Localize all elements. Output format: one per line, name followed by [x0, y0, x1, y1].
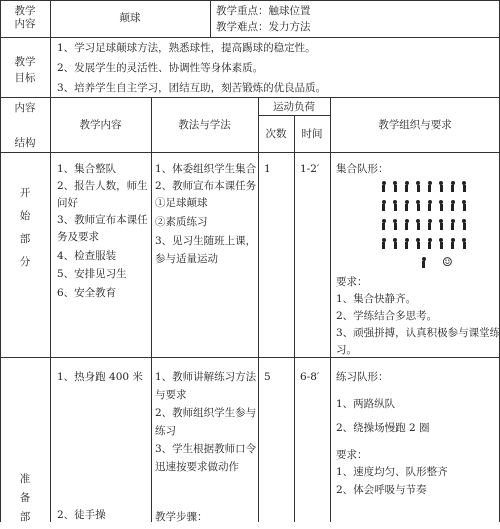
- col-line-header: [210, 0, 211, 37]
- student-icon: [461, 200, 468, 211]
- start-content-2: 2、报告人数，师生: [57, 180, 148, 192]
- prep-method-3: 2、教师组织学生参与: [155, 407, 257, 419]
- goals-label-line-1: 教学: [14, 56, 36, 68]
- section-prep-char-3: 部: [19, 511, 31, 523]
- prep-method-5: 3、学生根据教师口令: [155, 443, 257, 455]
- student-icon: [449, 219, 456, 230]
- prep-method-4: 练习: [155, 425, 176, 437]
- start-method-4: ②素质练习: [155, 216, 208, 228]
- goal-item-2: 2、发展学生的灵活性、协调性等身体素质。: [57, 62, 264, 74]
- start-requirement-3: 3、顽强拼搏，认真积极参与课堂练: [336, 327, 500, 339]
- student-icon: [415, 181, 422, 192]
- student-icon: [438, 181, 445, 192]
- col-line-2: [151, 97, 152, 522]
- start-method-5: 3、见习生随班上课，: [155, 235, 257, 247]
- goals-label: [0, 54, 50, 86]
- goals-label-line-2: 目标: [14, 72, 36, 84]
- student-icon: [415, 219, 422, 230]
- section-start-char-2: 始: [19, 210, 31, 222]
- start-method-6: 参与适量运动: [155, 253, 218, 265]
- student-icon: [392, 181, 399, 192]
- row-line-2: [0, 97, 500, 98]
- student-icon: [392, 219, 399, 230]
- student-icon: [415, 238, 422, 249]
- start-requirement-2: 2、学练结合多思考。: [336, 310, 438, 322]
- student-icon: [403, 238, 410, 249]
- student-icon: [392, 200, 399, 211]
- student-icon: [380, 181, 387, 192]
- goal-item-3: 3、培养学生自主学习，团结互助，刻苦锻炼的优良品质。: [57, 82, 327, 94]
- key-point: 教学重点：触球位置: [216, 5, 311, 17]
- student-icon: [438, 238, 445, 249]
- start-content-8: 6、安全教育: [57, 287, 117, 299]
- prep-method-2: 与要求: [155, 389, 187, 401]
- smiley-icon: ☺: [442, 255, 453, 269]
- student-icon: [392, 238, 399, 249]
- section-start-char-1: 开: [19, 187, 31, 199]
- prep-formation-2: 2、绕操场慢跑 2 圈: [336, 422, 430, 434]
- start-requirements-label: 要求：: [336, 276, 368, 288]
- student-icon: [403, 200, 410, 211]
- structure-label-bottom: 结构: [14, 137, 36, 149]
- load-heading: 运动负荷: [273, 101, 315, 113]
- start-method-3: ①足球颠球: [155, 197, 208, 209]
- section-start-char-3: 部: [19, 233, 31, 245]
- start-content-4: 3、教师宣布本课任: [57, 214, 148, 226]
- student-icon: [380, 238, 387, 249]
- student-icon: [415, 200, 422, 211]
- section-start-char-4: 分: [19, 256, 31, 268]
- prep-requirements-label: 要求：: [336, 449, 368, 461]
- student-icon: [403, 219, 410, 230]
- student-icon: [426, 219, 433, 230]
- lesson-content: 颠球: [119, 12, 141, 24]
- goal-item-1: 1、学习足球颠球方法，熟悉球性，提高踢球的稳定性。: [57, 42, 316, 54]
- student-icon: [380, 200, 387, 211]
- student-icon: [449, 238, 456, 249]
- start-count: 1: [264, 163, 271, 175]
- start-content-6: 4、检查服装: [57, 250, 117, 262]
- start-method-2: 2、教师宣布本课任务: [155, 180, 257, 192]
- col-line-3: [258, 97, 259, 522]
- start-content-7: 5、安排见习生: [57, 268, 127, 280]
- teacher-icon: [420, 257, 427, 268]
- student-icon: [438, 219, 445, 230]
- start-content-3: 问好: [57, 197, 78, 209]
- count-heading: 次数: [265, 128, 287, 140]
- row-line-5: [0, 357, 500, 358]
- content-label-line-2: 内容: [14, 18, 36, 30]
- prep-requirement-2: 2、体会呼吸与节奏: [336, 484, 427, 496]
- prep-content-2: 2、徒手操: [57, 509, 106, 521]
- start-requirement-4: 习。: [336, 344, 357, 356]
- difficulty: 教学难点：发力方法: [216, 21, 311, 33]
- prep-count: 5: [264, 371, 271, 383]
- prep-method-6: 迅速按要求做动作: [155, 461, 239, 473]
- start-content-1: 1、集合整队: [57, 163, 117, 175]
- student-icon: [461, 219, 468, 230]
- prep-formation-label: 练习队形：: [336, 371, 389, 383]
- prep-method-1: 1、教师讲解练习方法: [155, 371, 257, 383]
- prep-method-7: 教学步骤：: [155, 511, 208, 523]
- time-heading: 时间: [301, 128, 323, 140]
- student-icon: [426, 200, 433, 211]
- content-label: [0, 5, 50, 31]
- organization-heading: 教学组织与要求: [378, 119, 452, 131]
- teaching-content-heading: 教学内容: [79, 119, 122, 131]
- student-icon: [426, 181, 433, 192]
- structure-label-top: 内容: [14, 102, 36, 114]
- prep-formation-1: 1、两路纵队: [336, 398, 396, 410]
- border-top: [0, 0, 500, 1]
- student-icon: [426, 238, 433, 249]
- prep-time: 6-8′: [300, 371, 320, 383]
- start-method-1: 1、体委组织学生集合: [155, 163, 257, 175]
- student-icon: [461, 181, 468, 192]
- student-icon: [403, 181, 410, 192]
- student-icon: [449, 181, 456, 192]
- section-prep-char-1: 准: [19, 473, 31, 485]
- student-icon: [461, 238, 468, 249]
- col-line-1: [50, 0, 51, 522]
- start-formation-label: 集合队形：: [336, 163, 389, 175]
- prep-content-1: 1、热身跑 400 米: [57, 371, 143, 383]
- prep-requirement-1: 1、速度均匀、队形整齐: [336, 466, 448, 478]
- content-label-line-1: 教学: [14, 5, 36, 17]
- section-prep-char-2: 备: [19, 492, 31, 504]
- row-line-4: [0, 152, 500, 153]
- col-line-4: [294, 115, 295, 522]
- col-line-5: [330, 97, 331, 522]
- start-content-5: 务及要求: [57, 231, 99, 243]
- row-line-1: [0, 37, 500, 38]
- student-icon: [380, 219, 387, 230]
- student-icon: [449, 200, 456, 211]
- methods-heading: 教法与学法: [178, 119, 231, 131]
- student-icon: [438, 200, 445, 211]
- start-requirement-1: 1、集合快静齐。: [336, 293, 417, 305]
- start-time: 1-2′: [300, 163, 320, 175]
